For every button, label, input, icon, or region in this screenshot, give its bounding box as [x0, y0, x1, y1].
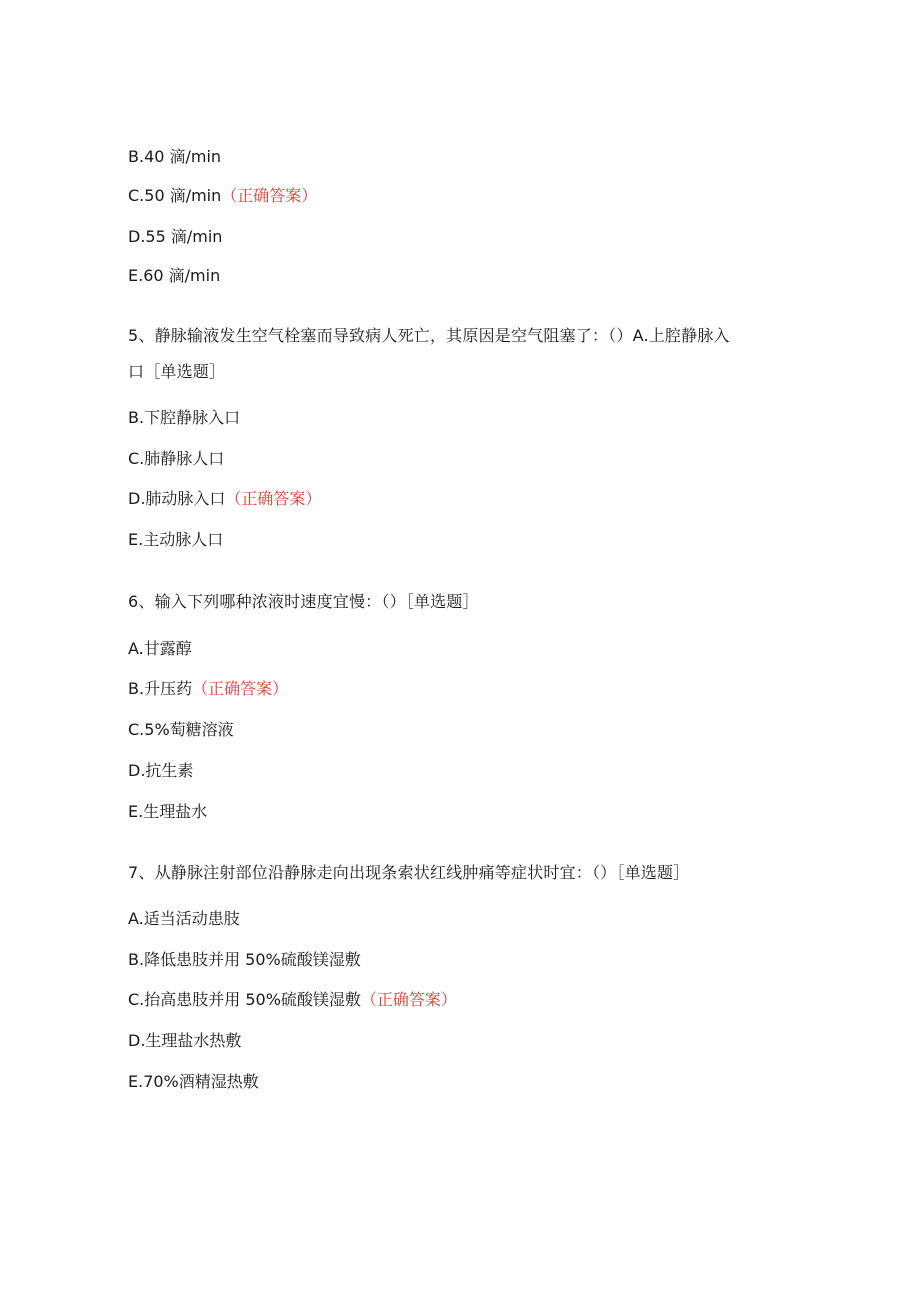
option-text: B.下腔静脉入口 — [128, 408, 241, 427]
option-text: E.生理盐水 — [128, 802, 208, 821]
option-text: D.肺动脉入口 — [128, 489, 226, 508]
q7-option-b — [128, 949, 361, 971]
option-text: C.5%萄糖溶液 — [128, 720, 234, 739]
q5-option-d — [128, 488, 321, 510]
option-text: A.甘露醇 — [128, 639, 192, 658]
option-text: E.70%酒精湿热敷 — [128, 1072, 259, 1091]
option-text: C.抬高患肢并用 50%硫酸镁湿敷 — [128, 990, 361, 1009]
correct-answer-tag: （正确答案） — [192, 679, 289, 698]
correct-answer-tag: （正确答案） — [225, 489, 322, 508]
q7-option-c — [128, 989, 457, 1011]
q5-option-b — [128, 407, 240, 429]
q6-option-d — [128, 760, 193, 782]
option-text: D.生理盐水热敷 — [128, 1031, 242, 1050]
q6-option-b — [128, 678, 288, 700]
option-text: D.抗生素 — [128, 761, 194, 780]
option-text: C.50 滴/min — [128, 186, 222, 205]
q6-stem: 6、输入下列哪种浓液时速度宜慢：（）［单选题］ — [128, 592, 479, 611]
option-text: D.55 滴/min — [128, 227, 223, 246]
q4-option-c — [128, 185, 317, 207]
q6-option-c — [128, 719, 234, 741]
q7-option-d — [128, 1030, 241, 1052]
q7-option-a — [128, 908, 240, 930]
q6-option-a — [128, 638, 192, 660]
q4-option-e — [128, 265, 220, 287]
option-text: C.肺静脉人口 — [128, 449, 225, 468]
option-text: B.升压药 — [128, 679, 193, 698]
q7-stem: 7、从静脉注射部位沿静脉走向出现条索状红线肿痛等症状时宜：（）［单选题］ — [128, 863, 690, 882]
option-text: E.60 滴/min — [128, 266, 221, 285]
q7-option-e — [128, 1071, 259, 1093]
option-text: B.40 滴/min — [128, 147, 222, 166]
option-text: E.主动脉人口 — [128, 530, 224, 549]
q4-option-d — [128, 226, 222, 248]
q4-option-b — [128, 146, 221, 168]
correct-answer-tag: （正确答案） — [360, 990, 457, 1009]
option-text: B.降低患肢并用 50%硫酸镁湿敷 — [128, 950, 361, 969]
q5-stem-line1: 5、静脉输液发生空气栓塞而导致病人死亡，其原因是空气阻塞了：（）A.上腔静脉入 — [128, 326, 730, 345]
option-text: A.适当活动患肢 — [128, 909, 240, 928]
q5-stem-line2: 口［单选题］ — [128, 362, 226, 381]
q5-option-c — [128, 448, 224, 470]
q5-option-e — [128, 529, 223, 551]
q6-option-e — [128, 801, 207, 823]
correct-answer-tag: （正确答案） — [221, 186, 318, 205]
